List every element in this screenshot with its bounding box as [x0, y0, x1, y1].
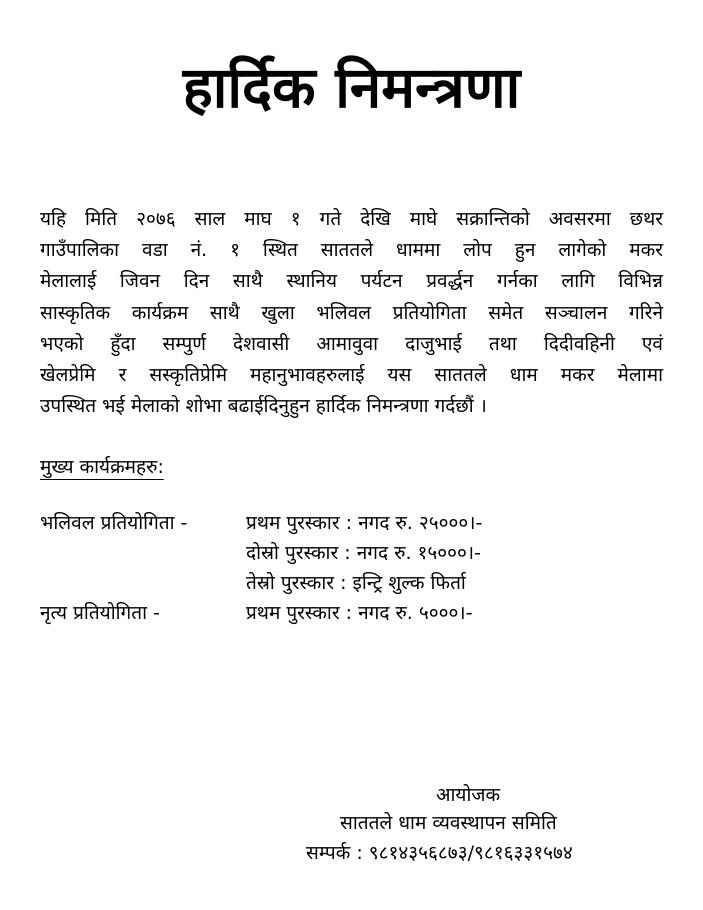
- invitation-line: खेलप्रेमि र सस्कृतिप्रेमि महानुभावहरुलाई यस साततले धाम मकर मेलामा: [40, 363, 663, 386]
- event-prize: प्रथम पुरस्कार : नगद रु. २५०००।-: [246, 512, 483, 534]
- event-prize: प्रथम पुरस्कार : नगद रु. ५०००।-: [246, 602, 473, 624]
- event-name: नृत्य प्रतियोगिता -: [40, 602, 160, 624]
- event-row: [0, 508, 703, 538]
- invitation-line: सास्कृतिक कार्यक्रम साथै खुला भलिवल प्रतियोगिता समेत सञ्चालन गरिने: [40, 301, 663, 324]
- invitation-line: भएको हुँदा सम्पुर्ण देशवासी आमावुवा दाजुभाई तथा दिदीवहिनी एवं: [40, 332, 663, 355]
- event-prize: तेस्रो पुरस्कार : इन्ट्रि शुल्क फिर्ता: [246, 572, 466, 594]
- page-title: हार्दिक निमन्त्रणा: [182, 55, 521, 121]
- invitation-body: [40, 204, 663, 422]
- invitation-line: यहि मिति २०७६ साल माघ १ गते देखि माघे सक्रान्तिको अवसरमा छथर: [40, 208, 663, 230]
- organizer-name: साततले धाम व्यवस्थापन समिति: [340, 812, 557, 834]
- organizer-label: आयोजक: [436, 784, 501, 806]
- organizer-contact: सम्पर्क : ९८१४३५६८७३/९८१६३३१५७४: [306, 842, 573, 864]
- invitation-line: उपस्थित भई मेलाको शोभा बढाईदिनुहुन हार्दिक निमन्त्रणा गर्दछौं ।: [40, 395, 487, 418]
- main-programs-heading: मुख्य कार्यक्रमहरु:: [40, 456, 164, 478]
- event-row: [0, 568, 703, 598]
- invitation-line: गाउँपालिका वडा नं. १ स्थित साततले धाममा लोप हुन लागेको मकर: [40, 239, 663, 262]
- event-prize: दोस्रो पुरस्कार : नगद रु. १५०००।-: [246, 542, 481, 564]
- invitation-line: मेलालाई जिवन दिन साथै स्थानिय पर्यटन प्रवर्द्धन गर्नका लागि विभिन्न: [40, 270, 663, 293]
- event-row: [0, 598, 703, 628]
- event-name: भलिवल प्रतियोगिता -: [40, 512, 188, 534]
- event-row: [0, 538, 703, 568]
